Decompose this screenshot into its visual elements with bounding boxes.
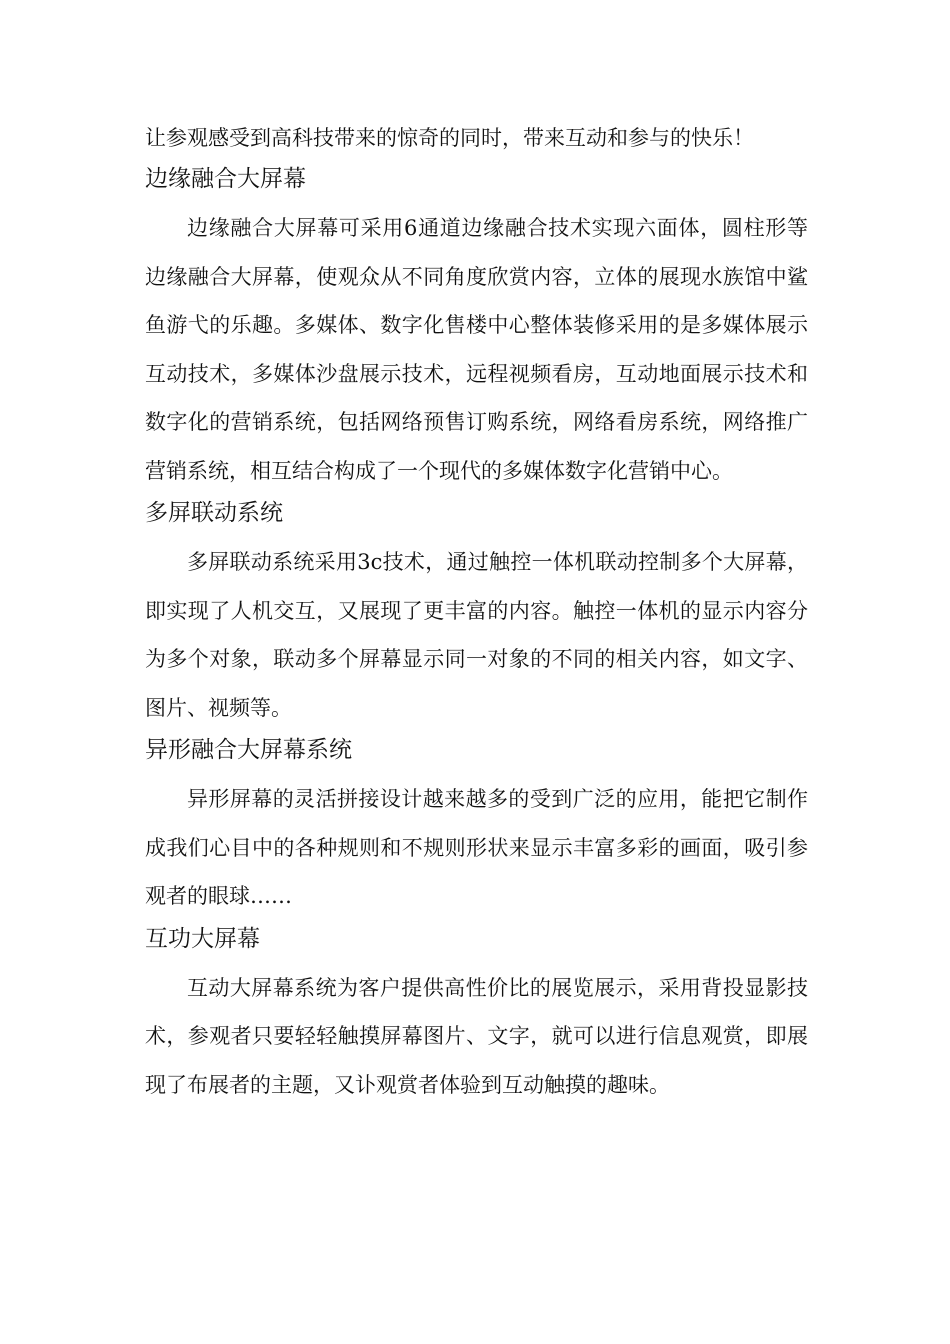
intro-line: 让参观感受到高科技带来的惊奇的同时，带来互动和参与的快乐！ [145, 126, 754, 150]
section-body-irregular-screen: 异形屏幕的灵活拼接设计越来越多的受到广泛的应用，能把它制作成我们心目中的各种规则和不规则形状来显示丰富多彩的画面，吸引参观者的眼球…… [145, 787, 808, 908]
section-body-edge-blending: 边缘融合大屏幕可采用6通道边缘融合技术实现六面体，圆柱形等边缘融合大屏幕，使观众从不同角度欣赏内容，立体的展现水族馆中鲨鱼游弋的乐趣。多媒体、数字化售楼中心整体装修采用的是多媒体展示互动技术，多媒体沙盘展示技术，远程视频看房，互动地面展示技术和数字化的营销系统，包括网络预售订购系统，网络看房系统，网络推广营销系统，相互结合构成了一个现代的多媒体数字化营销中心。 [145, 216, 808, 483]
document-body [145, 114, 808, 1110]
section-title-interactive-screen: 互功大屏幕 [145, 925, 260, 952]
section-title-multi-screen: 多屏联动系统 [145, 500, 283, 526]
section-body-interactive-screen: 互动大屏幕系统为客户提供高性价比的展览展示，采用背投显影技术，参观者只要轻轻触摸屏幕图片、文字，就可以进行信息观赏，即展现了布展者的主题，又讣观赏者体验到互动触摸的趣味。 [145, 975, 808, 1097]
section-body-multi-screen: 多屏联动系统采用3c技术，通过触控一体机联动控制多个大屏幕，即实现了人机交互，又展现了更丰富的内容。触控一体机的显示内容分为多个对象，联动多个屏幕显示同一对象的不同的相关内容，如文字、图片、视频等。 [145, 550, 808, 720]
section-title-irregular-screen: 异形融合大屏幕系统 [145, 737, 352, 763]
section-title-edge-blending: 边缘融合大屏幕 [145, 166, 306, 192]
